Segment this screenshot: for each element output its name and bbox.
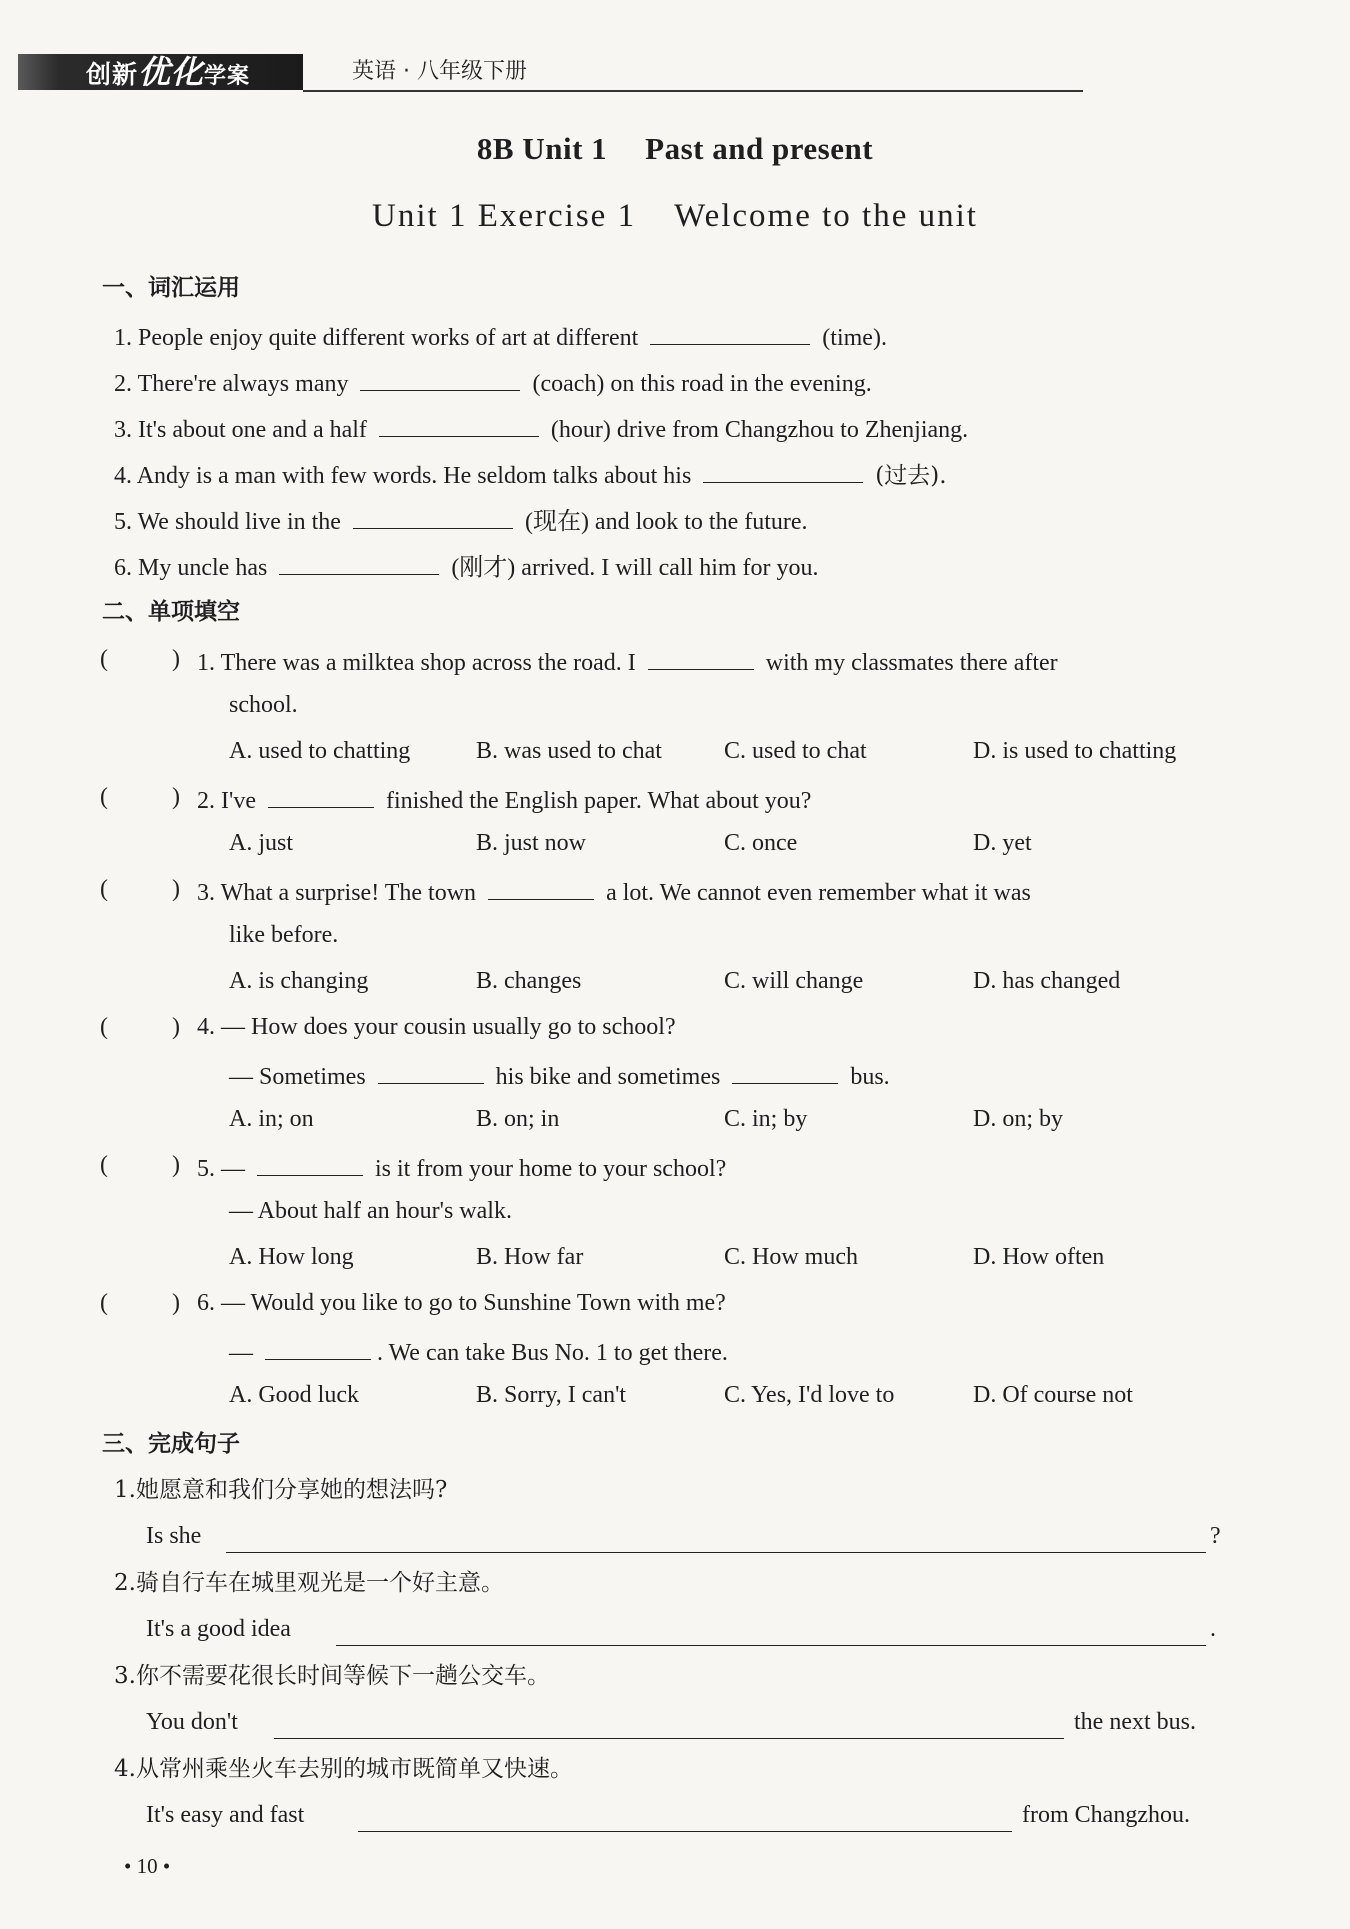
option-c[interactable]: C. in; by (724, 1106, 808, 1132)
answer-line[interactable] (226, 1552, 1206, 1553)
item-hint: (time). (822, 325, 887, 351)
option-c[interactable]: C. will change (724, 968, 864, 994)
chinese-prompt: 从常州乘坐火车去别的城市既简单又快速。 (135, 1756, 573, 1782)
bracket-open: ( (100, 646, 108, 672)
vocab-item-2 (114, 364, 872, 400)
option-b[interactable]: B. was used to chat (476, 738, 662, 764)
item-text: with my classmates there after (765, 650, 1058, 676)
answer-bracket[interactable] (100, 643, 180, 675)
option-b[interactable]: B. How far (476, 1244, 584, 1270)
option-b[interactable]: B. changes (476, 968, 582, 994)
item-text: We should live in the (137, 509, 341, 535)
item-text: There're always many (137, 371, 349, 397)
title-topic: Past and present (645, 131, 874, 166)
option-d[interactable]: D. How often (973, 1244, 1105, 1270)
mc-item-3 (197, 873, 1031, 909)
option-a[interactable]: A. How long (229, 1244, 354, 1270)
option-d[interactable]: D. is used to chatting (973, 738, 1177, 764)
option-b[interactable]: B. just now (476, 830, 587, 856)
item-text: bus. (850, 1064, 890, 1090)
option-c[interactable]: C. once (724, 830, 798, 856)
bracket-close: ) (172, 784, 180, 810)
complete-item-1-tail: ? (1210, 1523, 1221, 1549)
item-number: 4. (114, 1756, 136, 1782)
answer-blank[interactable] (378, 1057, 484, 1084)
bracket-close: ) (172, 1290, 180, 1316)
option-a[interactable]: A. just (229, 830, 294, 856)
complete-item-4-lead: It's easy and fast (146, 1802, 305, 1828)
mc-item-4-cont (229, 1057, 890, 1093)
complete-item-4-tail: from Changzhou. (1022, 1802, 1190, 1828)
answer-blank[interactable] (268, 781, 374, 808)
answer-bracket[interactable] (100, 873, 180, 905)
bracket-close: ) (172, 1152, 180, 1178)
item-number: 3. (114, 417, 132, 443)
vocab-item-6 (114, 548, 819, 584)
item-number: 4. (114, 463, 132, 489)
item-number: 1. (114, 325, 132, 351)
page-subtitle (0, 198, 1350, 235)
answer-line[interactable] (336, 1645, 1206, 1646)
item-number: 5. (114, 509, 132, 535)
mc-item-6-cont (229, 1333, 728, 1369)
section-heading-mc: 二、单项填空 (102, 599, 240, 625)
item-text: — (221, 1156, 245, 1182)
book-banner (18, 54, 303, 90)
complete-item-2-lead: It's a good idea (146, 1616, 291, 1642)
banner-text-a: 创新 (86, 60, 139, 89)
chinese-prompt: 她愿意和我们分享她的想法吗? (135, 1477, 448, 1503)
answer-blank[interactable] (648, 643, 754, 670)
option-a[interactable]: A. in; on (229, 1106, 314, 1132)
option-c[interactable]: C. used to chat (724, 738, 867, 764)
answer-bracket[interactable] (100, 1149, 180, 1181)
answer-blank[interactable] (732, 1057, 838, 1084)
chinese-prompt: 你不需要花很长时间等候下一趟公交车。 (135, 1663, 550, 1689)
header-rule (303, 90, 1083, 92)
answer-blank[interactable] (257, 1149, 363, 1176)
answer-blank[interactable] (353, 502, 513, 529)
option-a[interactable]: A. Good luck (229, 1382, 359, 1408)
answer-blank[interactable] (488, 873, 594, 900)
item-number: 4. (197, 1014, 215, 1040)
subtitle-exercise: Unit 1 Exercise 1 (372, 198, 637, 234)
chinese-prompt: 骑自行车在城里观光是一个好主意。 (135, 1570, 504, 1596)
complete-item-1-lead: Is she (146, 1523, 202, 1549)
page-number: • 10 • (124, 1854, 171, 1878)
complete-item-2-tail: . (1210, 1616, 1216, 1642)
answer-bracket[interactable] (100, 1287, 180, 1319)
item-number: 1. (197, 650, 215, 676)
option-d[interactable]: D. Of course not (973, 1382, 1133, 1408)
option-b[interactable]: B. on; in (476, 1106, 560, 1132)
answer-blank[interactable] (360, 364, 520, 391)
vocab-item-5 (114, 502, 808, 538)
complete-item-3-lead: You don't (146, 1709, 238, 1735)
item-number: 2. (114, 1570, 136, 1596)
item-number: 3. (197, 880, 215, 906)
bracket-close: ) (172, 876, 180, 902)
item-hint: (hour) drive from Changzhou to Zhenjiang. (550, 417, 969, 443)
item-hint: (现在) and look to the future. (524, 509, 808, 535)
answer-line[interactable] (274, 1738, 1064, 1739)
answer-line[interactable] (358, 1831, 1012, 1832)
item-text: It's about one and a half (138, 417, 367, 443)
complete-item-1-prompt (114, 1474, 447, 1506)
answer-blank[interactable] (379, 410, 539, 437)
item-text: a lot. We cannot even remember what it was (606, 880, 1031, 906)
item-text: I've (221, 788, 256, 814)
subtitle-topic: Welcome to the unit (674, 198, 978, 234)
bracket-open: ( (100, 1152, 108, 1178)
option-d[interactable]: D. yet (973, 830, 1032, 856)
mc-item-4 (197, 1011, 676, 1043)
item-text: There was a milktea shop across the road. I (220, 650, 636, 676)
complete-item-3-tail: the next bus. (1074, 1709, 1196, 1735)
vocab-item-1 (114, 318, 887, 354)
item-text: — How does your cousin usually go to school? (221, 1014, 676, 1040)
banner-text-b: 优化 (138, 53, 205, 91)
answer-bracket[interactable] (100, 781, 180, 813)
option-b[interactable]: B. Sorry, I can't (476, 1382, 627, 1408)
mc-item-1-cont: school. (229, 692, 298, 718)
bracket-open: ( (100, 876, 108, 902)
complete-item-4-prompt (114, 1753, 573, 1785)
item-hint: (过去). (875, 463, 947, 489)
mc-item-6 (197, 1287, 726, 1319)
vocab-item-4 (114, 456, 947, 492)
bracket-open: ( (100, 1014, 108, 1040)
bracket-close: ) (172, 1014, 180, 1040)
item-text: What a surprise! The town (220, 880, 477, 906)
mc-item-5-cont: — About half an hour's walk. (229, 1198, 512, 1224)
bracket-open: ( (100, 1290, 108, 1316)
option-a[interactable]: A. used to chatting (229, 738, 411, 764)
section-heading-vocab: 一、词汇运用 (102, 275, 240, 301)
complete-item-3-prompt (114, 1660, 550, 1692)
item-number: 2. (114, 371, 132, 397)
item-text: — (229, 1340, 253, 1366)
section-heading-complete: 三、完成句子 (102, 1431, 240, 1457)
item-number: 2. (197, 788, 215, 814)
bracket-close: ) (172, 646, 180, 672)
header-subject: 英语 · 八年级下册 (352, 59, 527, 84)
item-text: My uncle has (138, 555, 268, 581)
answer-bracket[interactable] (100, 1011, 180, 1043)
item-text: is it from your home to your school? (375, 1156, 727, 1182)
mc-item-3-cont: like before. (229, 922, 339, 948)
option-c[interactable]: C. Yes, I'd love to (724, 1382, 895, 1408)
item-number: 5. (197, 1156, 215, 1182)
item-number: 6. (114, 555, 132, 581)
item-number: 6. (197, 1290, 215, 1316)
mc-item-5 (197, 1149, 726, 1185)
bracket-open: ( (100, 784, 108, 810)
item-text: . We can take Bus No. 1 to get there. (377, 1340, 728, 1366)
item-text: People enjoy quite different works of art at different (138, 325, 639, 351)
item-hint: (coach) on this road in the evening. (532, 371, 872, 397)
option-d[interactable]: D. on; by (973, 1106, 1063, 1132)
mc-item-2 (197, 781, 811, 817)
item-text: his bike and sometimes (495, 1064, 721, 1090)
answer-blank[interactable] (265, 1333, 371, 1360)
option-d[interactable]: D. has changed (973, 968, 1121, 994)
answer-blank[interactable] (279, 548, 439, 575)
item-number: 3. (114, 1663, 136, 1689)
mc-item-1 (197, 643, 1058, 679)
complete-item-2-prompt (114, 1567, 504, 1599)
answer-blank[interactable] (650, 318, 810, 345)
item-text: finished the English paper. What about you? (385, 788, 812, 814)
vocab-item-3 (114, 410, 968, 446)
answer-blank[interactable] (703, 456, 863, 483)
item-text: — Sometimes (229, 1064, 366, 1090)
option-c[interactable]: C. How much (724, 1244, 858, 1270)
page-header (18, 52, 1338, 94)
item-number: 1. (114, 1477, 136, 1503)
item-text: Andy is a man with few words. He seldom talks about his (136, 463, 692, 489)
item-text: — Would you like to go to Sunshine Town with me? (221, 1290, 726, 1316)
page-title (0, 131, 1350, 167)
banner-text-c: 学案 (204, 64, 251, 89)
title-unit: 8B Unit 1 (476, 131, 608, 166)
option-a[interactable]: A. is changing (229, 968, 369, 994)
item-hint: (刚才) arrived. I will call him for you. (451, 555, 819, 581)
